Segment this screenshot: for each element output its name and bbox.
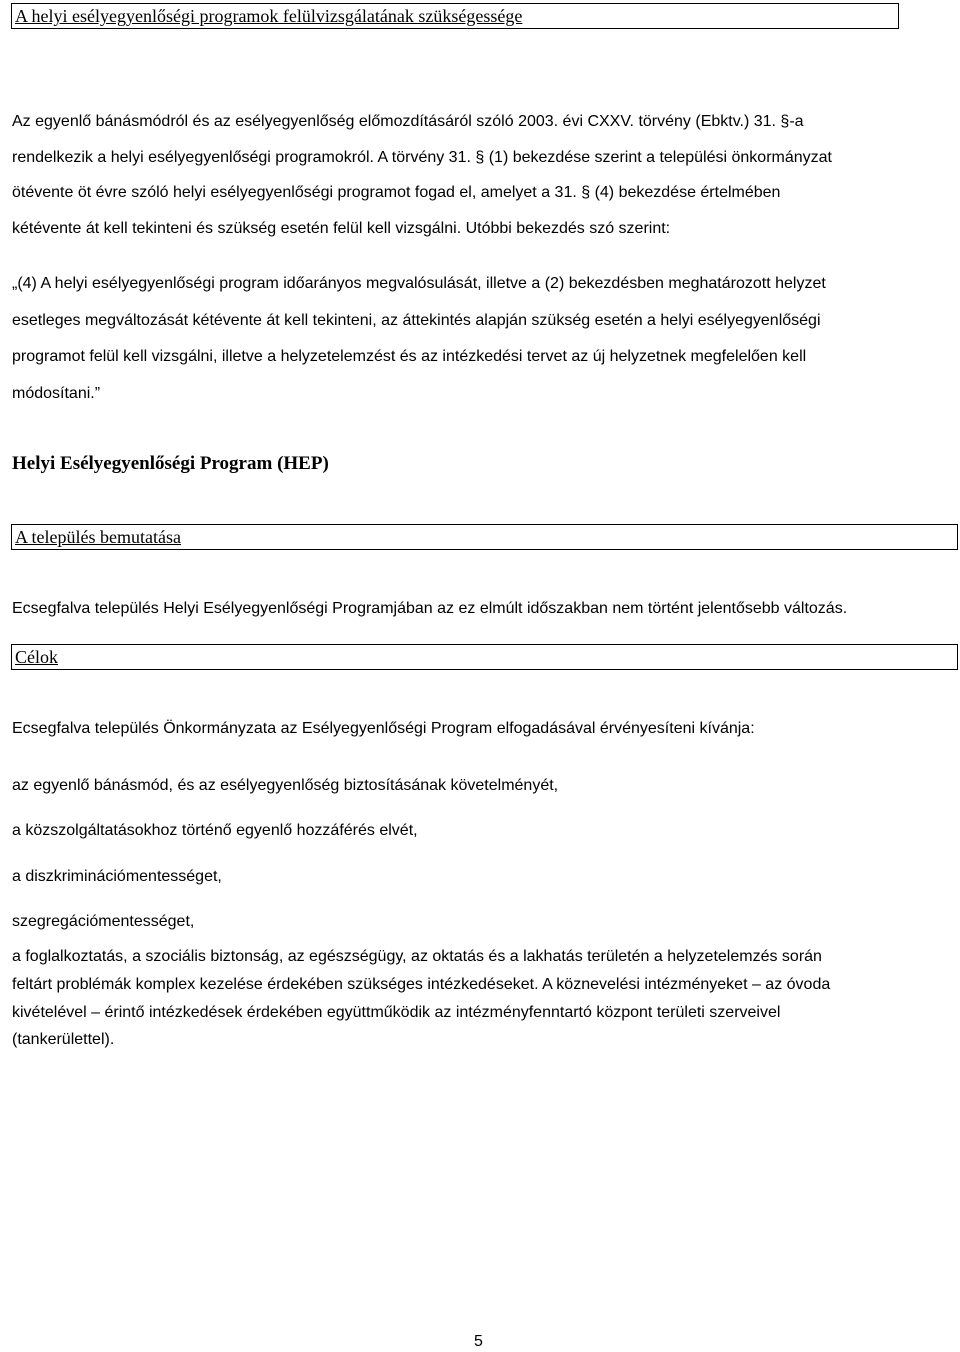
quote-line: programot felül kell vizsgálni, illetve a helyzetelemzést és az intézkedési tervet az új helyzetnek megfelelően kell [12,348,807,365]
final-line: feltárt problémák komplex kezelése érdekében szükséges intézkedéseket. A köznevelési intézményeket – az óvoda [12,975,831,993]
quote-line: módosítani.” [12,384,101,402]
final-line: (tankerülettel). [12,1031,115,1049]
settlement-text: Ecsegfalva település Helyi Esélyegyenlőségi Programjában az ez elmúlt időszakban nem történt jelentősebb változás. [12,600,848,617]
hep-title: Helyi Esélyegyenlőségi Program (HEP) [12,453,329,474]
final-paragraph [12,943,830,1054]
section-header-goals: Célok [11,644,958,670]
goals-list [12,763,558,944]
section-header-settlement: A település bemutatása [11,524,958,550]
goals-intro: Ecsegfalva település Önkormányzata az Esélyegyenlőségi Program elfogadásával érvényesíteni kívánja: [12,720,755,737]
goal-item: a diszkriminációmentességet, [12,867,222,885]
final-line: kivételével – érintő intézkedések érdekében együttműködik az intézményfenntartó központ területi szerveivel [12,1003,781,1021]
quote-line: „(4) A helyi esélyegyenlőségi program időarányos megvalósulását, illetve a (2) bekezdésben meghatározott helyzet [12,275,826,292]
intro-line: Az egyenlő bánásmódról és az esélyegyenlőség előmozdításáról szóló 2003. évi CXXV. törvény (Ebktv.) 31. §-a [12,113,804,130]
intro-line: ötévente öt évre szóló helyi esélyegyenlőségi programot fogad el, amelyet a 31. § (4) bekezdése értelmében [12,184,781,201]
goal-item: szegregációmentességet, [12,912,195,930]
section-header-program-review: A helyi esélyegyenlőségi programok felülvizsgálatának szükségessége [11,3,899,29]
goal-item: a közszolgáltatásokhoz történő egyenlő hozzáférés elvét, [12,822,418,840]
goal-item: az egyenlő bánásmód, és az esélyegyenlőség biztosításának követelményét, [12,777,559,794]
intro-line: rendelkezik a helyi esélyegyenlőségi programokról. A törvény 31. § (1) bekezdése szerint a települési önkormányzat [12,148,832,166]
intro-line: kétévente át kell tekinteni és szükség esetén felül kell vizsgálni. Utóbbi bekezdés szó szerint: [12,219,671,237]
quote-line: esetleges megváltozását kétévente át kell tekinteni, az áttekintés alapján szükség esetén a helyi esélyegyenlőségi [12,311,821,329]
final-line: a foglalkoztatás, a szociális biztonság, az egészségügy, az oktatás és a lakhatás területén a helyzetelemzés során [12,948,822,965]
page-number: 5 [474,1333,483,1350]
law-quote [12,266,826,412]
intro-paragraph [12,104,832,246]
